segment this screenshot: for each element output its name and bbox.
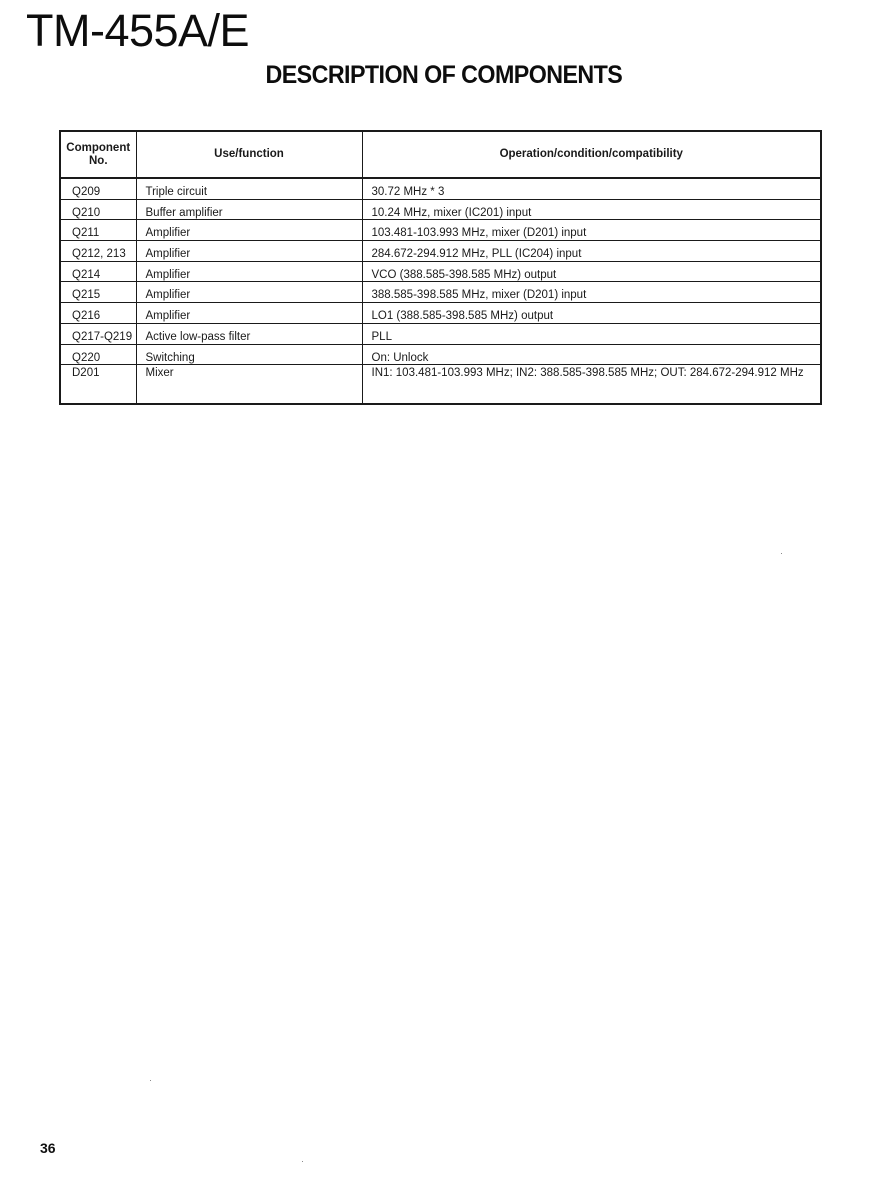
table-row [60,323,821,344]
column-header-component-no: Component No. [60,131,136,178]
use-cell: Triple circuit [136,178,362,199]
table-row [60,303,821,324]
operation-cell: 388.585-398.585 MHz, mixer (D201) input [362,282,821,303]
scan-speck [781,553,782,554]
use-cell: Amplifier [136,282,362,303]
operation-cell: IN1: 103.481-103.993 MHz; IN2: 388.585-398.585 MHz; OUT: 284.672-294.912 MHz [362,365,821,405]
use-cell: Switching [136,344,362,365]
component-cell: Q215 [60,282,136,303]
components-table [59,130,822,405]
component-cell: Q217-Q219 [60,323,136,344]
use-cell: Amplifier [136,220,362,241]
table-row [60,261,821,282]
operation-cell: On: Unlock [362,344,821,365]
use-cell: Amplifier [136,241,362,262]
operation-cell: LO1 (388.585-398.585 MHz) output [362,303,821,324]
scan-speck [302,1161,303,1162]
column-header-use-function: Use/function [136,131,362,178]
model-title: TM-455A/E [26,5,250,56]
column-header-operation: Operation/condition/compatibility [362,131,821,178]
table-row [60,365,821,405]
operation-cell: 30.72 MHz * 3 [362,178,821,199]
scan-speck [150,1080,151,1081]
page-number: 36 [40,1140,56,1156]
use-cell: Buffer amplifier [136,199,362,220]
operation-cell: 284.672-294.912 MHz, PLL (IC204) input [362,241,821,262]
operation-cell: 10.24 MHz, mixer (IC201) input [362,199,821,220]
table-row [60,344,821,365]
table-row [60,199,821,220]
use-cell: Amplifier [136,261,362,282]
table-row [60,220,821,241]
component-cell: Q214 [60,261,136,282]
operation-cell: PLL [362,323,821,344]
component-cell: D201 [60,365,136,405]
table-row [60,282,821,303]
component-cell: Q209 [60,178,136,199]
table-row [60,241,821,262]
section-heading: DESCRIPTION OF COMPONENTS [265,61,623,89]
table-header-row [60,131,821,178]
component-cell: Q212, 213 [60,241,136,262]
component-cell: Q220 [60,344,136,365]
component-cell: Q211 [60,220,136,241]
component-cell: Q216 [60,303,136,324]
operation-cell: VCO (388.585-398.585 MHz) output [362,261,821,282]
operation-cell: 103.481-103.993 MHz, mixer (D201) input [362,220,821,241]
use-cell: Mixer [136,365,362,405]
use-cell: Amplifier [136,303,362,324]
use-cell: Active low-pass filter [136,323,362,344]
component-cell: Q210 [60,199,136,220]
table-row [60,178,821,199]
